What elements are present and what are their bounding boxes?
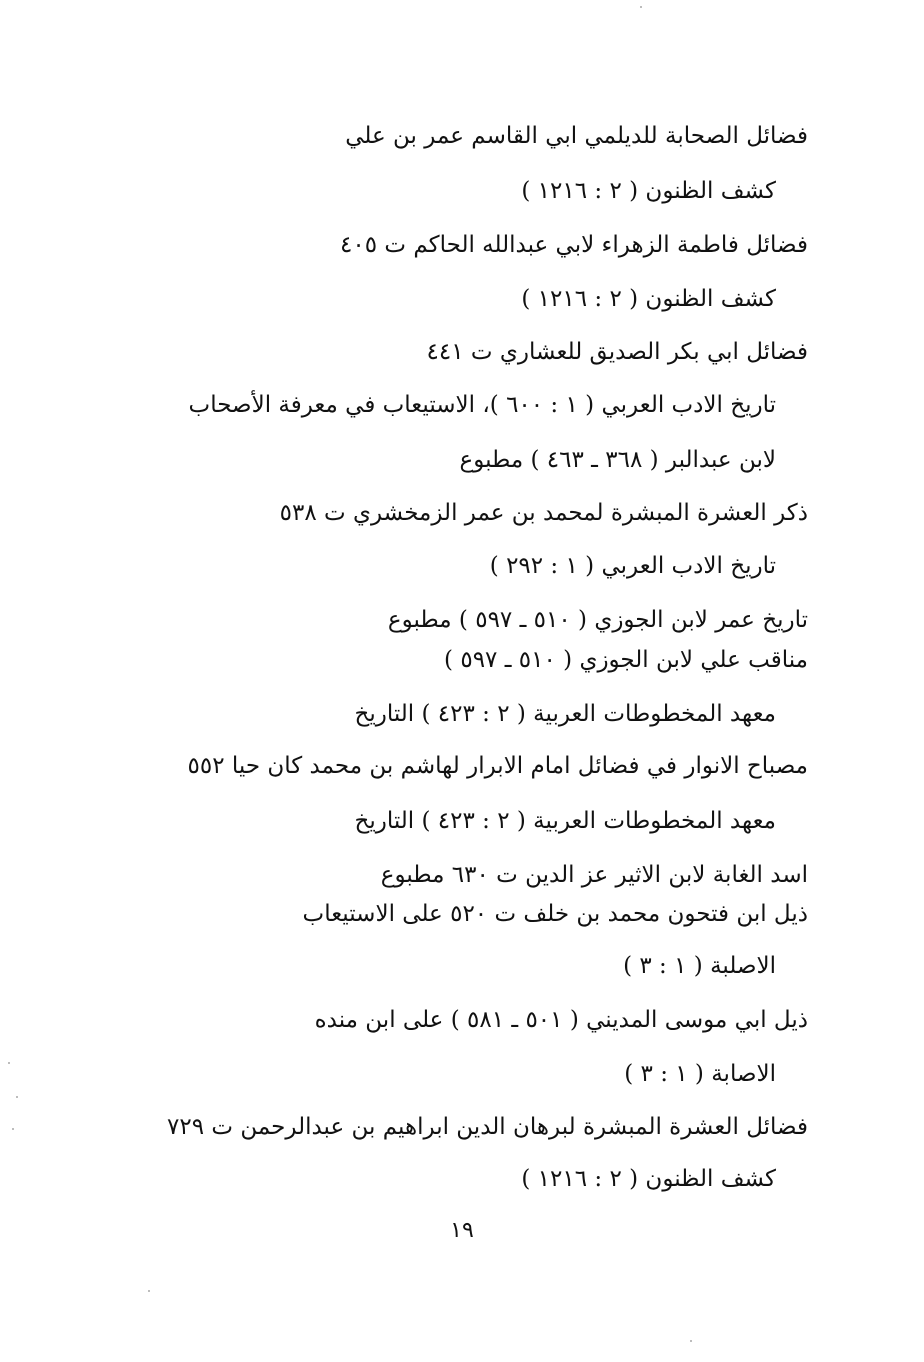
scan-speck: [640, 6, 642, 8]
scan-speck: [148, 1290, 150, 1292]
entry-reference: معهد المخطوطات العربية ( ٢ : ٤٢٣ ) التاريخ: [354, 701, 776, 727]
entry-title: ذيل ابن فتحون محمد بن خلف ت ٥٢٠ على الاستيعاب: [302, 901, 808, 927]
entry-reference: الاصابة ( ١ : ٣ ): [624, 1061, 776, 1087]
entry-title: مصباح الانوار في فضائل امام الابرار لهاشم بن محمد كان حيا ٥٥٢: [187, 753, 808, 779]
entry-title: تاريخ عمر لابن الجوزي ( ٥١٠ ـ ٥٩٧ ) مطبوع: [387, 607, 808, 633]
entry-title: فضائل فاطمة الزهراء لابي عبدالله الحاكم ت ٤٠٥: [340, 232, 808, 258]
entry-title: مناقب علي لابن الجوزي ( ٥١٠ ـ ٥٩٧ ): [444, 647, 808, 673]
entry-title: اسد الغابة لابن الاثير عز الدين ت ٦٣٠ مطبوع: [380, 862, 808, 888]
entry-title: فضائل العشرة المبشرة لبرهان الدين ابراهيم بن عبدالرحمن ت ٧٢٩: [167, 1114, 808, 1140]
entry-reference: معهد المخطوطات العربية ( ٢ : ٤٢٣ ) التاريخ: [354, 808, 776, 834]
entry-reference: الاصلبة ( ١ : ٣ ): [623, 953, 776, 979]
entry-reference: كشف الظنون ( ٢ : ١٢١٦ ): [521, 1166, 776, 1192]
entry-title: ذيل ابي موسى المديني ( ٥٠١ ـ ٥٨١ ) على ابن منده: [314, 1007, 808, 1033]
entry-title: فضائل الصحابة للديلمي ابي القاسم عمر بن علي: [345, 123, 808, 149]
entry-title: ذكر العشرة المبشرة لمحمد بن عمر الزمخشري ت ٥٣٨: [279, 500, 808, 526]
entry-title: فضائل ابي بكر الصديق للعشاري ت ٤٤١: [426, 339, 808, 365]
entry-reference: كشف الظنون ( ٢ : ١٢١٦ ): [521, 178, 776, 204]
scan-speck: [12, 1128, 14, 1130]
entry-reference: تاريخ الادب العربي ( ١ : ٦٠٠ )، الاستيعاب في معرفة الأصحاب: [188, 392, 776, 418]
page-number: ١٩: [450, 1218, 474, 1243]
entry-reference: تاريخ الادب العربي ( ١ : ٢٩٢ ): [489, 553, 776, 579]
scan-speck: [690, 1340, 692, 1342]
scan-speck: [8, 1062, 10, 1064]
scan-speck: [16, 1096, 18, 1098]
entry-reference: لابن عبدالبر ( ٣٦٨ ـ ٤٦٣ ) مطبوع: [459, 447, 776, 473]
entry-reference: كشف الظنون ( ٢ : ١٢١٦ ): [521, 286, 776, 312]
